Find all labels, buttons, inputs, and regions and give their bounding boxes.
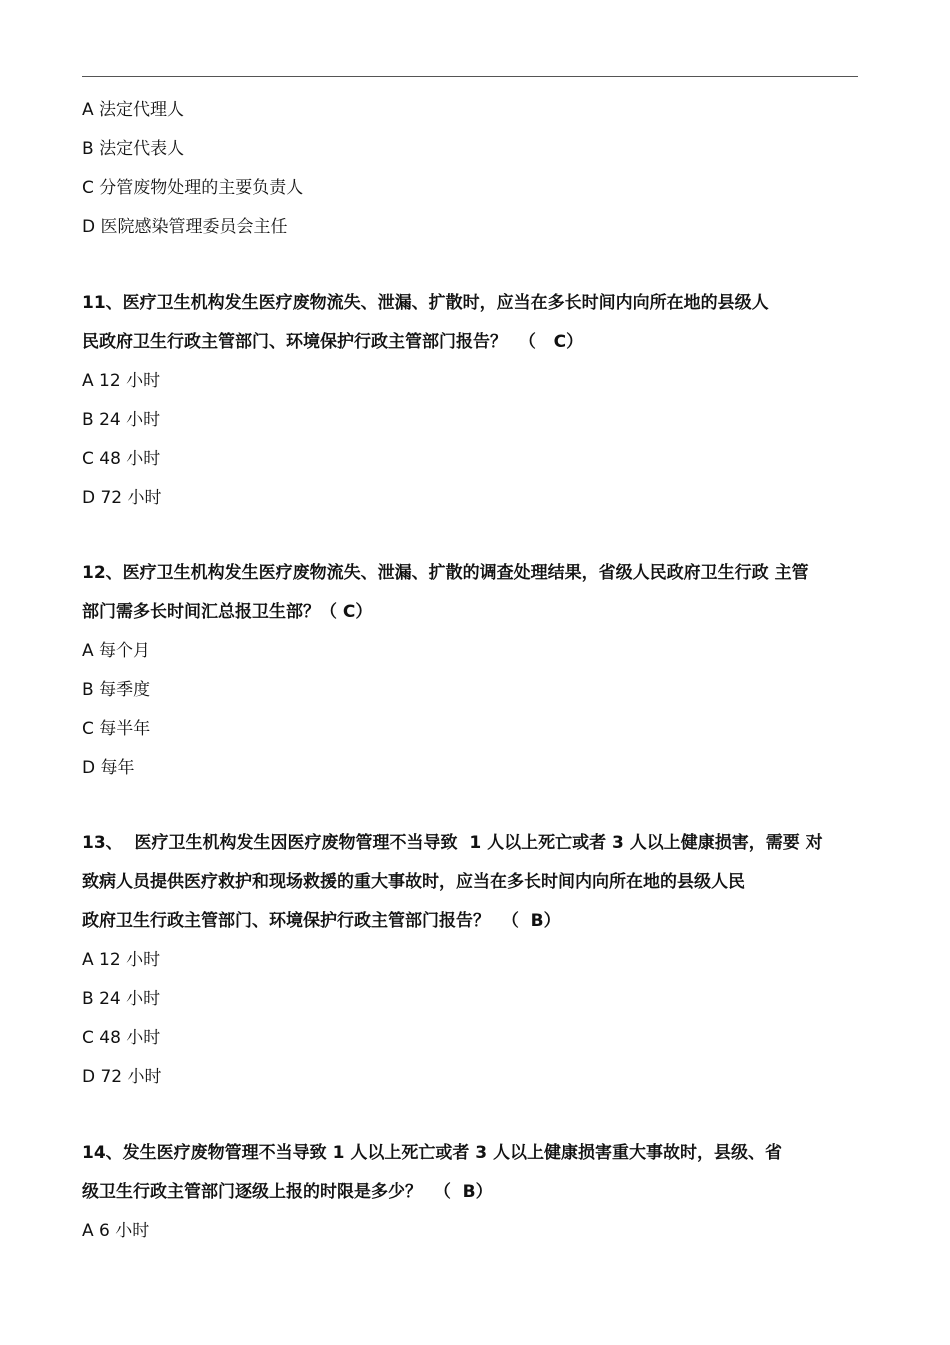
- q12-option-b: B 每季度: [82, 680, 151, 700]
- q13-stem-line-3: 政府卫生行政主管部门、环境保护行政主管部门报告？ （ B）: [82, 911, 561, 931]
- q12-option-a: A 每个月: [82, 641, 151, 661]
- q12-option-d: D 每年: [82, 758, 135, 778]
- q11-option-a: A 12 小时: [82, 371, 161, 391]
- q11-option-b: B 24 小时: [82, 410, 161, 430]
- q14-option-a: A 6 小时: [82, 1221, 150, 1241]
- q13-stem-line-1: 13、 医疗卫生机构发生因医疗废物管理不当导致 1 人以上死亡或者 3 人以上健康损害，需要 对: [82, 833, 823, 853]
- q11-stem-line-1: 11、医疗卫生机构发生医疗废物流失、泄漏、扩散时，应当在多长时间内向所在地的县级人: [82, 293, 769, 313]
- q13-stem-line-2: 致病人员提供医疗救护和现场救援的重大事故时，应当在多长时间内向所在地的县级人民: [82, 872, 745, 892]
- q14-stem-line-2: 级卫生行政主管部门逐级上报的时限是多少？ （ B）: [82, 1182, 493, 1202]
- header-rule: [82, 76, 858, 77]
- option-b: B 法定代表人: [82, 139, 185, 159]
- q13-option-d: D 72 小时: [82, 1067, 162, 1087]
- q13-option-a: A 12 小时: [82, 950, 161, 970]
- q11-option-d: D 72 小时: [82, 488, 162, 508]
- q12-option-c: C 每半年: [82, 719, 151, 739]
- option-a: A 法定代理人: [82, 100, 185, 120]
- option-c: C 分管废物处理的主要负责人: [82, 178, 304, 198]
- q12-stem-line-1: 12、医疗卫生机构发生医疗废物流失、泄漏、扩散的调查处理结果，省级人民政府卫生行政 主管: [82, 563, 809, 583]
- q13-option-b: B 24 小时: [82, 989, 161, 1009]
- q11-option-c: C 48 小时: [82, 449, 161, 469]
- q13-option-c: C 48 小时: [82, 1028, 161, 1048]
- option-d: D 医院感染管理委员会主任: [82, 217, 288, 237]
- q12-stem-line-2: 部门需多长时间汇总报卫生部？（ C）: [82, 602, 373, 622]
- q11-stem-line-2: 民政府卫生行政主管部门、环境保护行政主管部门报告？ （ C）: [82, 332, 584, 352]
- q14-stem-line-1: 14、发生医疗废物管理不当导致 1 人以上死亡或者 3 人以上健康损害重大事故时，县级、省: [82, 1143, 782, 1163]
